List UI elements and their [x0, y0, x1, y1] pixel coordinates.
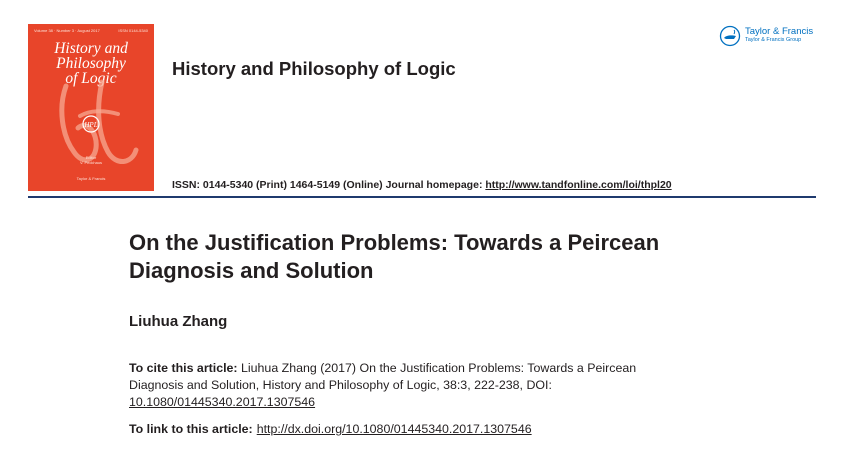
publisher-logo	[719, 25, 813, 47]
cover-editor	[28, 155, 154, 165]
cover-title-line: History and	[54, 40, 128, 57]
article-title: On the Justification Problems: Towards a Peircean Diagnosis and Solution	[129, 230, 660, 283]
cover-title-line: of Logic	[65, 70, 117, 87]
citation-text: Liuhua Zhang (2017) On the Justification Problems: Towards a Peircean Diagnosis and Solution, History and Philosophy of Logic, 38:3, 222-238, DOI:	[129, 361, 637, 392]
issn-text: ISSN: 0144-5340 (Print) 1464-5149 (Online) Journal homepage:	[172, 179, 486, 191]
cover-monogram-text: HPL	[84, 121, 98, 129]
publisher-logo-name: Taylor & Francis	[745, 26, 814, 37]
header-divider	[28, 196, 816, 198]
publisher-logo-group: Taylor & Francis Group	[745, 37, 802, 43]
article-author: Liuhua Zhang	[129, 313, 228, 330]
cover-publisher: Taylor & Francis	[76, 176, 106, 181]
article-url-link[interactable]: http://dx.doi.org/10.1080/01445340.2017.1307546	[256, 422, 532, 436]
journal-cover-image	[28, 24, 154, 191]
cover-volume-line: Volume 38 · Number 3 · August 2017	[34, 28, 100, 33]
doi-link[interactable]: 10.1080/01445340.2017.1307546	[129, 395, 316, 409]
cover-title-line: Philosophy	[56, 55, 126, 72]
article-link-line	[129, 422, 532, 436]
cover-editor-name: V. Peckhaus	[79, 160, 103, 165]
cite-label: To cite this article:	[129, 361, 238, 375]
journal-title: History and Philosophy of Logic	[172, 58, 456, 79]
link-label: To link to this article:	[129, 422, 253, 436]
cover-monogram-graphic	[28, 24, 154, 191]
citation-block	[129, 360, 689, 411]
journal-homepage-link[interactable]: http://www.tandfonline.com/loi/thpl20	[485, 179, 672, 191]
cover-issn-line: ISSN 0144-5340	[118, 28, 148, 33]
cover-editor-label: Editor	[85, 155, 97, 160]
issn-line	[172, 179, 672, 191]
taylor-francis-lamp-icon	[719, 25, 741, 47]
